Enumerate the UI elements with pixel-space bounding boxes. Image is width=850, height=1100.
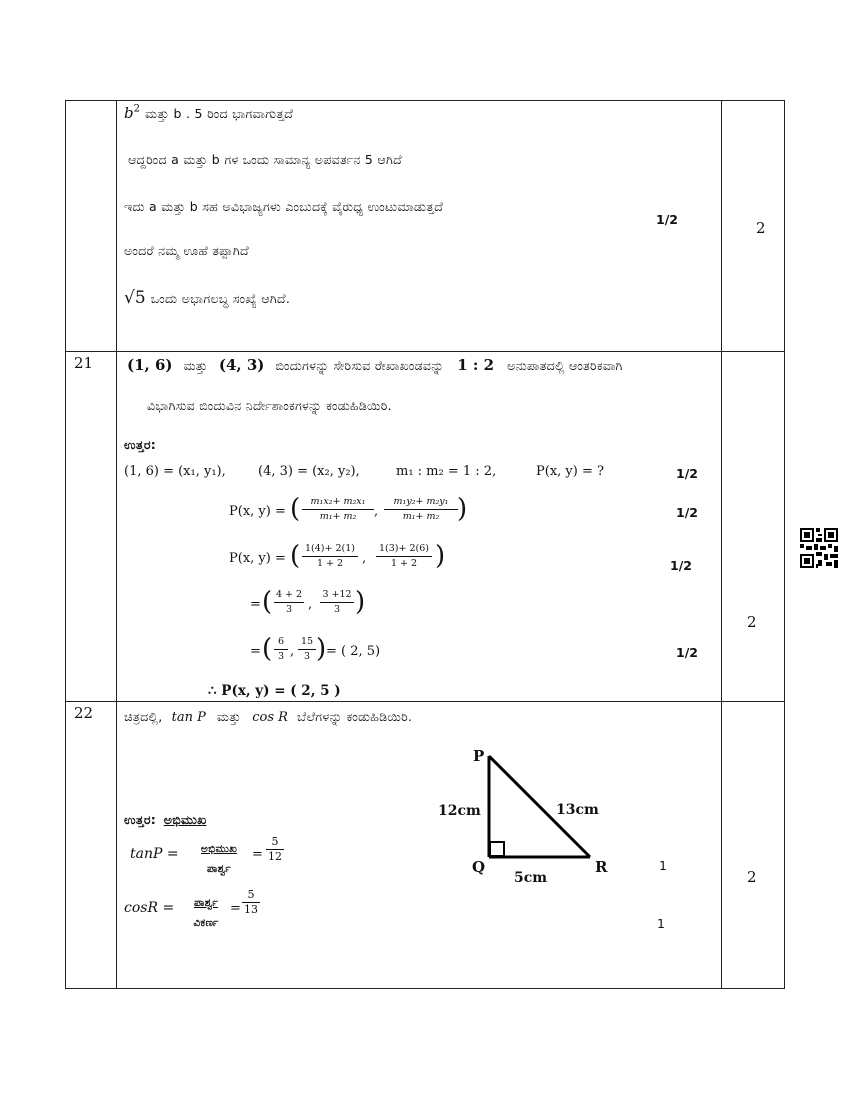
q21-step1-comma: , [374, 504, 379, 519]
q21-answer-label: ಉತ್ತರ: [124, 437, 157, 452]
triangle-label-qr: 5cm [514, 870, 548, 886]
proof-line-5 [124, 288, 290, 308]
q22-cos-ratio-frac: ಪಾರ್ಶ್ವ ವಿಕರ್ಣ [193, 897, 219, 929]
q21-step1-lhs: P(x, y) = [229, 504, 286, 519]
prev-total: 2 [756, 219, 766, 237]
q22-answer-label: ಉತ್ತರ: [124, 812, 157, 827]
proof-line-1-text: ಮತ್ತು b . 5 ರಿಂದ ಭಾಗವಾಗುತ್ತದೆ [145, 106, 294, 121]
table-border-left [65, 100, 66, 988]
q21-mark-2: 1/2 [676, 505, 698, 520]
q21-step2-lhs: P(x, y) = [229, 551, 286, 566]
q22-cos-r: cos R [252, 710, 288, 725]
qr-code-icon [800, 528, 838, 568]
q21-mark-4: 1/2 [676, 645, 698, 660]
table-border-col2 [721, 100, 722, 988]
q21-ratio: 1 : 2 [457, 356, 495, 374]
q21-word-1: ಮತ್ತು [183, 358, 208, 373]
q21-step4-comma: , [290, 644, 295, 659]
q21-number: 21 [74, 354, 94, 372]
q22-tan-ratio-frac: ಅಭಿಮುಖ ಪಾರ್ಶ್ವ [200, 843, 238, 875]
table-border-col1 [116, 100, 117, 988]
q22-tan-p: tan P [171, 710, 206, 725]
q21-given-2: (4, 3) = (x₂, y₂), [258, 464, 360, 479]
table-border-top [65, 100, 785, 101]
q21-point-2: (4, 3) [218, 356, 265, 374]
q21-step4-eq: = [250, 644, 261, 659]
q22-answer-word: ಅಭಿಮುಖ [163, 812, 207, 827]
q21-step4-frac-y: 15 3 [298, 636, 316, 663]
proof-line-2: ಆದ್ದರಿಂದ a ಮತ್ತು b ಗಳ ಒಂದು ಸಾಮಾನ್ಯ ಅಪವರ್ತನ 5 ಆಗಿದೆ [128, 152, 402, 167]
q21-given-3: m₁ : m₂ = 1 : 2, [396, 464, 497, 479]
root-five: √5 [124, 288, 146, 308]
proof-line-3: ಇದು a ಮತ್ತು b ಸಹ ಅವಿಭಾಜ್ಯಗಳು ಎಂಬುದಕ್ಕೆ ವೈರುಧ್ಯ ಉಂಟುಮಾಡುತ್ತದೆ [124, 199, 444, 214]
q21-step4-close: ) [316, 634, 327, 664]
q22-number: 22 [74, 704, 94, 722]
q22-cos-lhs: cosR = [124, 900, 175, 916]
q22-word-2: ಮತ್ತು [216, 709, 242, 724]
q21-step3-comma: , [308, 597, 313, 612]
q21-step1-frac-y: m₁y₂+ m₂y₁ m₁+ m₂ [384, 496, 458, 523]
q21-step1-frac-x: m₁x₂+ m₂x₁ m₁+ m₂ [302, 496, 374, 523]
prev-mark: 1/2 [656, 212, 678, 227]
q22-total: 2 [747, 868, 757, 886]
q22-mark-1: 1 [659, 858, 667, 873]
q22-answer-line [124, 812, 207, 828]
q21-step3-close: ) [355, 587, 366, 617]
proof-line-1 [124, 103, 293, 122]
q21-step3-eq: = [250, 597, 261, 612]
q21-given-1: (1, 6) = (x₁, y₁), [124, 464, 226, 479]
triangle-label-q: Q [472, 858, 486, 876]
q22-mark-2: 1 [657, 916, 665, 931]
q21-step4-open: ( [262, 634, 273, 664]
q21-step1-close: ) [457, 494, 468, 524]
row-divider-2 [65, 701, 785, 702]
proof-line-4: ಅಂದರೆ ನಮ್ಮ ಊಹೆ ತಪ್ಪಾಗಿದೆ [124, 243, 249, 258]
q21-step3-frac-y: 3 +12 3 [320, 589, 354, 616]
q21-step3-frac-x: 4 + 2 3 [275, 589, 303, 615]
q21-word-3: ಅನುಪಾತದಲ್ಲಿ ಆಂತರಿಕವಾಗಿ [507, 358, 623, 373]
q21-step4-result: = ( 2, 5) [326, 644, 381, 659]
q21-step2-comma: , [362, 551, 367, 566]
triangle-label-pr: 13cm [556, 802, 599, 818]
q22-tan-eq: = [252, 847, 263, 862]
q22-word-1: ಚಿತ್ರದಲ್ಲಿ, [124, 709, 163, 724]
triangle-label-r: R [595, 858, 608, 876]
triangle-label-pq: 12cm [438, 803, 481, 819]
triangle-label-p: P [473, 747, 485, 765]
q21-question-line-2: ವಿಭಾಗಿಸುವ ಬಿಂದುವಿನ ನಿರ್ದೇಶಾಂಕಗಳನ್ನು ಕಂಡುಹಿಡಿಯಿರಿ. [147, 398, 392, 413]
q21-question-line-1 [127, 355, 623, 374]
q21-given-4: P(x, y) = ? [536, 464, 604, 479]
table-border-right [784, 100, 785, 988]
table-border-bottom [65, 988, 785, 989]
q22-question [124, 706, 412, 725]
q21-point-1: (1, 6) [127, 356, 173, 374]
q21-step4-frac-x: 6 3 [274, 636, 288, 663]
q21-step2-frac-x: 1(4)+ 2(1) 1 + 2 [302, 543, 358, 570]
q21-mark-1: 1/2 [676, 466, 698, 481]
q22-cos-eq: = [230, 901, 241, 916]
right-angle-marker [490, 842, 504, 856]
q21-word-2: ಬಿಂದುಗಳನ್ನು ಸೇರಿಸುವ ರೇಖಾಖಂಡವನ್ನು [275, 358, 445, 373]
q21-total: 2 [747, 613, 757, 631]
q22-cos-value-frac: 5 13 [244, 888, 258, 916]
q21-step3-open: ( [262, 587, 273, 617]
b-exponent: 2 [133, 103, 140, 115]
q21-step1-open: ( [290, 494, 301, 524]
q21-step2-open: ( [290, 541, 301, 571]
q21-step2-frac-y: 1(3)+ 2(6) 1 + 2 [376, 543, 432, 570]
q22-tan-lhs: tanP = [130, 846, 179, 862]
q22-word-3: ಬೆಲೆಗಳನ್ನು ಕಂಡುಹಿಡಿಯಿರಿ. [297, 709, 413, 724]
q21-conclusion: ∴ P(x, y) = ( 2, 5 ) [208, 683, 341, 699]
q21-mark-3: 1/2 [670, 558, 692, 573]
proof-line-5-text: ಒಂದು ಅಭಾಗಲಬ್ಧ ಸಂಖ್ಯೆ ಆಗಿದೆ. [150, 291, 291, 306]
row-divider-1 [65, 351, 785, 352]
q21-step2-close: ) [435, 541, 446, 571]
q22-tan-value-frac: 5 12 [268, 835, 282, 863]
b-var: b [124, 104, 134, 122]
